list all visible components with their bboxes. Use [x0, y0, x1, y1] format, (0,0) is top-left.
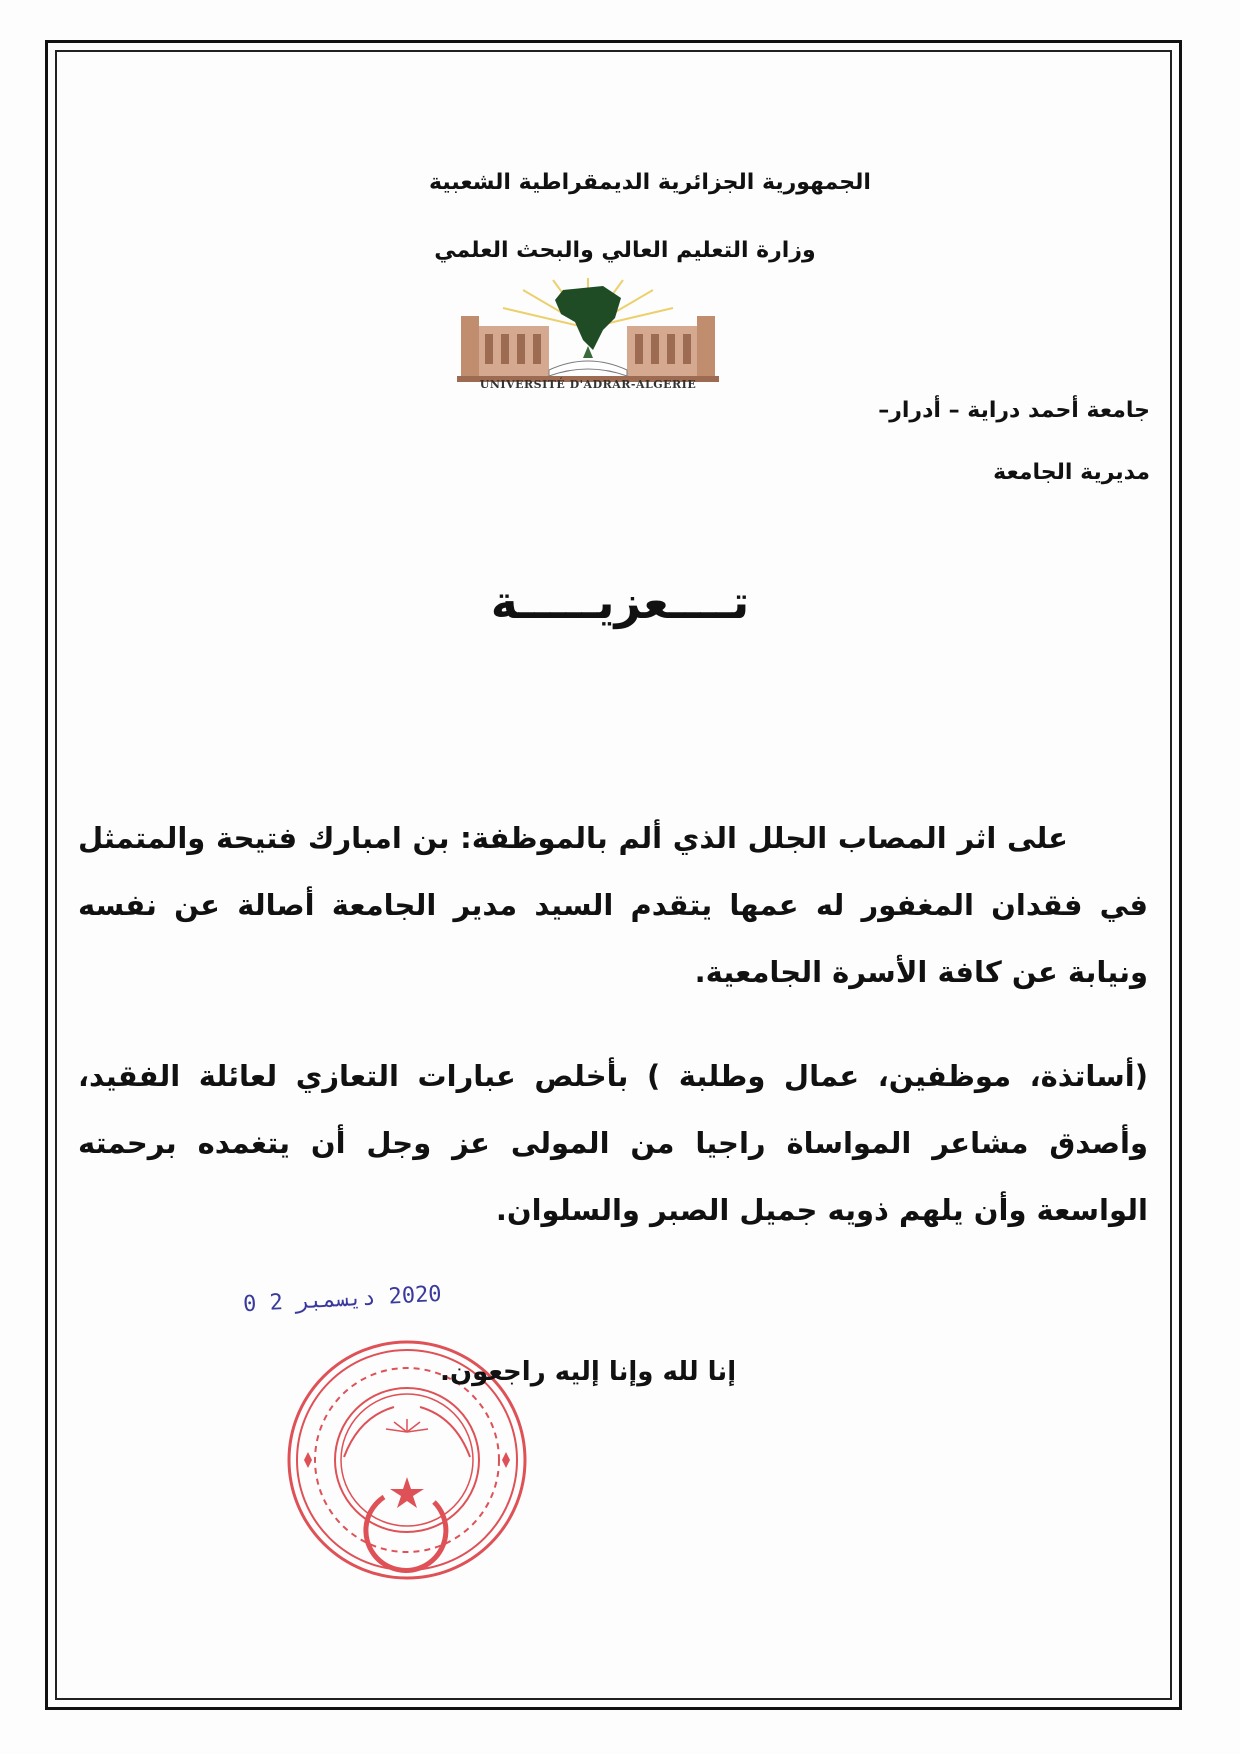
directorate-name: مديرية الجامعة [993, 460, 1150, 485]
republic-heading: الجمهورية الجزائرية الديمقراطية الشعبية [429, 170, 871, 195]
ministry-heading: وزارة التعليم العالي والبحث العلمي [434, 238, 816, 263]
document-title: تــــعزيـــــة [490, 575, 750, 629]
condolence-paragraph-2: (أساتذة، موظفين، عمال وطلبة ) بأخلص عبارات التعازي لعائلة الفقيد، وأصدق مشاعر المواساة راجيا من المولى عز وجل أن يتغمده برحمته الواسعة وأن يلهم ذويه جميل الصبر والسلوان. [78, 1059, 1148, 1227]
university-logo-text: UNIVERSITÉ D'ADRAR-ALGERIE [479, 378, 697, 391]
condolence-paragraph-1: على اثر المصاب الجلل الذي ألم بالموظفة: بن امبارك فتيحة والمتمثل في فقدان المغفور له عمها يتقدم السيد مدير الجامعة أصالة عن نفسه ونيابة عن كافة الأسرة الجامعية. [78, 821, 1148, 989]
university-name: جامعة أحمد دراية – أدرار– [878, 398, 1150, 423]
closing-phrase: إنا لله وإنا إليه راجعون. [440, 1357, 737, 1387]
date-stamp: 2020 ديسمبر 2 0 [242, 1281, 443, 1318]
